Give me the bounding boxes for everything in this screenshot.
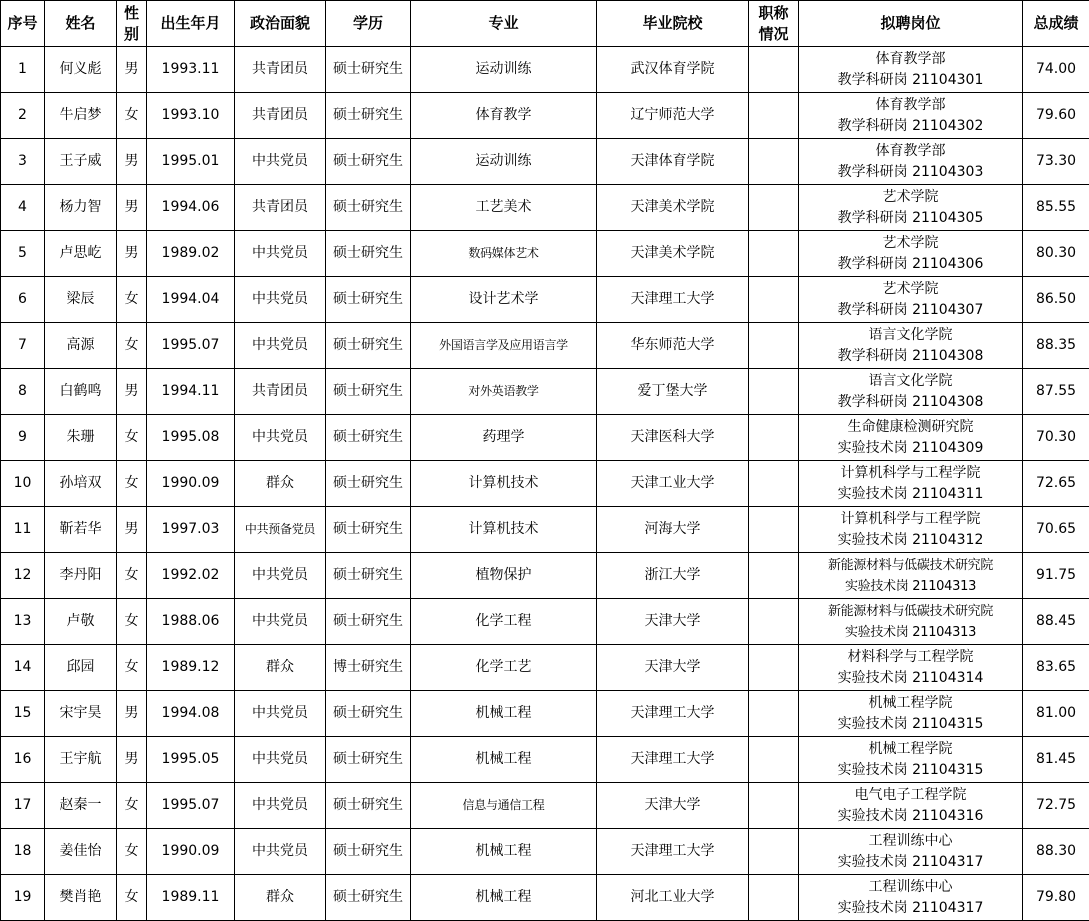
cell-political: 中共党员 bbox=[235, 691, 326, 737]
cell-position bbox=[799, 829, 1023, 875]
cell-no: 12 bbox=[1, 553, 45, 599]
cell-no: 3 bbox=[1, 139, 45, 185]
cell-school: 浙江大学 bbox=[597, 553, 749, 599]
header-name: 姓名 bbox=[45, 1, 117, 47]
cell-school: 天津工业大学 bbox=[597, 461, 749, 507]
position-job: 教学科研岗 21104308 bbox=[837, 347, 984, 364]
cell-major: 设计艺术学 bbox=[411, 277, 597, 323]
cell-political: 群众 bbox=[235, 645, 326, 691]
table-row bbox=[1, 461, 1089, 507]
cell-position bbox=[799, 507, 1023, 553]
cell-title bbox=[749, 323, 799, 369]
cell-birth: 1990.09 bbox=[147, 461, 235, 507]
cell-major: 机械工程 bbox=[411, 691, 597, 737]
cell-major: 机械工程 bbox=[411, 875, 597, 921]
cell-birth: 1989.11 bbox=[147, 875, 235, 921]
table-row bbox=[1, 323, 1089, 369]
table-row bbox=[1, 829, 1089, 875]
cell-name: 孙培双 bbox=[45, 461, 117, 507]
header-gender bbox=[117, 1, 147, 47]
cell-no: 4 bbox=[1, 185, 45, 231]
cell-major: 机械工程 bbox=[411, 737, 597, 783]
position-job: 实验技术岗 21104313 bbox=[844, 578, 977, 594]
cell-gender: 女 bbox=[117, 783, 147, 829]
header-gender-line1: 性 bbox=[123, 3, 139, 22]
cell-education: 博士研究生 bbox=[326, 645, 411, 691]
cell-major: 化学工艺 bbox=[411, 645, 597, 691]
cell-name: 宋宇昊 bbox=[45, 691, 117, 737]
cell-education: 硕士研究生 bbox=[326, 415, 411, 461]
cell-school: 爱丁堡大学 bbox=[597, 369, 749, 415]
header-school: 毕业院校 bbox=[597, 1, 749, 47]
cell-gender: 女 bbox=[117, 875, 147, 921]
cell-no: 18 bbox=[1, 829, 45, 875]
cell-name: 杨力智 bbox=[45, 185, 117, 231]
cell-title bbox=[749, 829, 799, 875]
cell-political: 共青团员 bbox=[235, 93, 326, 139]
cell-education: 硕士研究生 bbox=[326, 139, 411, 185]
cell-score: 72.65 bbox=[1023, 461, 1089, 507]
position-job: 教学科研岗 21104301 bbox=[837, 71, 984, 88]
table-row bbox=[1, 277, 1089, 323]
cell-political: 中共党员 bbox=[235, 231, 326, 277]
cell-birth: 1988.06 bbox=[147, 599, 235, 645]
cell-no: 9 bbox=[1, 415, 45, 461]
cell-score: 91.75 bbox=[1023, 553, 1089, 599]
cell-school: 天津美术学院 bbox=[597, 185, 749, 231]
table-row bbox=[1, 875, 1089, 921]
cell-gender: 女 bbox=[117, 277, 147, 323]
cell-birth: 1995.07 bbox=[147, 323, 235, 369]
position-dept: 生命健康检测研究院 bbox=[847, 418, 974, 435]
cell-name: 靳若华 bbox=[45, 507, 117, 553]
cell-major: 机械工程 bbox=[411, 829, 597, 875]
cell-name: 朱珊 bbox=[45, 415, 117, 461]
cell-gender: 女 bbox=[117, 415, 147, 461]
header-birth: 出生年月 bbox=[147, 1, 235, 47]
cell-political: 群众 bbox=[235, 461, 326, 507]
cell-gender: 女 bbox=[117, 599, 147, 645]
cell-name: 李丹阳 bbox=[45, 553, 117, 599]
cell-political: 中共党员 bbox=[235, 415, 326, 461]
table-row bbox=[1, 93, 1089, 139]
cell-political: 中共党员 bbox=[235, 323, 326, 369]
header-major: 专业 bbox=[411, 1, 597, 47]
cell-gender: 男 bbox=[117, 185, 147, 231]
cell-birth: 1995.01 bbox=[147, 139, 235, 185]
cell-education: 硕士研究生 bbox=[326, 737, 411, 783]
cell-school: 天津大学 bbox=[597, 645, 749, 691]
cell-title bbox=[749, 185, 799, 231]
cell-birth: 1994.04 bbox=[147, 277, 235, 323]
cell-name: 高源 bbox=[45, 323, 117, 369]
cell-gender: 女 bbox=[117, 323, 147, 369]
cell-school: 天津医科大学 bbox=[597, 415, 749, 461]
cell-no: 10 bbox=[1, 461, 45, 507]
cell-title bbox=[749, 231, 799, 277]
cell-score: 79.80 bbox=[1023, 875, 1089, 921]
cell-score: 74.00 bbox=[1023, 47, 1089, 93]
cell-score: 70.30 bbox=[1023, 415, 1089, 461]
cell-school: 辽宁师范大学 bbox=[597, 93, 749, 139]
cell-political: 共青团员 bbox=[235, 185, 326, 231]
cell-score: 88.45 bbox=[1023, 599, 1089, 645]
table-row bbox=[1, 231, 1089, 277]
cell-gender: 男 bbox=[117, 691, 147, 737]
cell-score: 83.65 bbox=[1023, 645, 1089, 691]
cell-birth: 1990.09 bbox=[147, 829, 235, 875]
cell-major: 数码媒体艺术 bbox=[411, 231, 597, 277]
cell-position bbox=[799, 553, 1023, 599]
header-political: 政治面貌 bbox=[235, 1, 326, 47]
cell-birth: 1989.12 bbox=[147, 645, 235, 691]
table-row bbox=[1, 737, 1089, 783]
table-row bbox=[1, 47, 1089, 93]
cell-name: 何义彪 bbox=[45, 47, 117, 93]
cell-birth: 1995.05 bbox=[147, 737, 235, 783]
cell-position bbox=[799, 185, 1023, 231]
cell-political: 共青团员 bbox=[235, 47, 326, 93]
position-job: 实验技术岗 21104312 bbox=[837, 531, 984, 548]
cell-major: 信息与通信工程 bbox=[411, 783, 597, 829]
cell-political: 中共党员 bbox=[235, 829, 326, 875]
position-dept: 新能源材料与低碳技术研究院 bbox=[827, 557, 994, 573]
cell-school: 天津理工大学 bbox=[597, 829, 749, 875]
cell-major: 药理学 bbox=[411, 415, 597, 461]
cell-title bbox=[749, 139, 799, 185]
cell-position bbox=[799, 599, 1023, 645]
table-row bbox=[1, 185, 1089, 231]
cell-position bbox=[799, 93, 1023, 139]
header-position: 拟聘岗位 bbox=[799, 1, 1023, 47]
header-title-line1: 职称 bbox=[758, 3, 789, 22]
position-job: 实验技术岗 21104313 bbox=[844, 624, 977, 640]
cell-major: 体育教学 bbox=[411, 93, 597, 139]
position-dept: 电气电子工程学院 bbox=[854, 786, 967, 803]
cell-school: 天津理工大学 bbox=[597, 277, 749, 323]
cell-birth: 1994.11 bbox=[147, 369, 235, 415]
cell-name: 牛启梦 bbox=[45, 93, 117, 139]
cell-school: 天津大学 bbox=[597, 599, 749, 645]
position-job: 实验技术岗 21104315 bbox=[837, 715, 984, 732]
cell-birth: 1989.02 bbox=[147, 231, 235, 277]
cell-no: 15 bbox=[1, 691, 45, 737]
cell-political: 共青团员 bbox=[235, 369, 326, 415]
header-score: 总成绩 bbox=[1023, 1, 1089, 47]
position-job: 教学科研岗 21104306 bbox=[837, 255, 984, 272]
cell-education: 硕士研究生 bbox=[326, 93, 411, 139]
cell-birth: 1995.07 bbox=[147, 783, 235, 829]
cell-gender: 女 bbox=[117, 553, 147, 599]
position-job: 实验技术岗 21104311 bbox=[837, 485, 984, 502]
cell-no: 19 bbox=[1, 875, 45, 921]
cell-score: 88.35 bbox=[1023, 323, 1089, 369]
table-row bbox=[1, 783, 1089, 829]
cell-education: 硕士研究生 bbox=[326, 185, 411, 231]
cell-title bbox=[749, 507, 799, 553]
cell-no: 2 bbox=[1, 93, 45, 139]
cell-no: 14 bbox=[1, 645, 45, 691]
position-dept: 体育教学部 bbox=[875, 96, 946, 113]
cell-name: 卢敬 bbox=[45, 599, 117, 645]
header-title-line2: 情况 bbox=[758, 24, 789, 43]
table-row bbox=[1, 507, 1089, 553]
cell-education: 硕士研究生 bbox=[326, 47, 411, 93]
cell-political: 中共预备党员 bbox=[235, 507, 326, 553]
cell-score: 81.45 bbox=[1023, 737, 1089, 783]
position-dept: 艺术学院 bbox=[882, 188, 939, 205]
cell-school: 华东师范大学 bbox=[597, 323, 749, 369]
table-row bbox=[1, 139, 1089, 185]
cell-no: 11 bbox=[1, 507, 45, 553]
cell-no: 8 bbox=[1, 369, 45, 415]
cell-position bbox=[799, 369, 1023, 415]
cell-title bbox=[749, 691, 799, 737]
header-no: 序号 bbox=[1, 1, 45, 47]
cell-birth: 1997.03 bbox=[147, 507, 235, 553]
cell-position bbox=[799, 783, 1023, 829]
cell-no: 1 bbox=[1, 47, 45, 93]
cell-political: 中共党员 bbox=[235, 139, 326, 185]
cell-birth: 1995.08 bbox=[147, 415, 235, 461]
cell-political: 群众 bbox=[235, 875, 326, 921]
cell-name: 姜佳怡 bbox=[45, 829, 117, 875]
cell-position bbox=[799, 323, 1023, 369]
cell-score: 86.50 bbox=[1023, 277, 1089, 323]
cell-gender: 男 bbox=[117, 737, 147, 783]
cell-no: 5 bbox=[1, 231, 45, 277]
cell-no: 6 bbox=[1, 277, 45, 323]
cell-gender: 男 bbox=[117, 369, 147, 415]
cell-education: 硕士研究生 bbox=[326, 323, 411, 369]
cell-school: 天津美术学院 bbox=[597, 231, 749, 277]
cell-no: 17 bbox=[1, 783, 45, 829]
cell-education: 硕士研究生 bbox=[326, 599, 411, 645]
cell-score: 80.30 bbox=[1023, 231, 1089, 277]
cell-title bbox=[749, 93, 799, 139]
cell-title bbox=[749, 415, 799, 461]
header-gender-line2: 别 bbox=[123, 24, 139, 43]
cell-major: 运动训练 bbox=[411, 47, 597, 93]
position-dept: 体育教学部 bbox=[875, 50, 946, 67]
cell-birth: 1994.08 bbox=[147, 691, 235, 737]
cell-political: 中共党员 bbox=[235, 737, 326, 783]
position-job: 实验技术岗 21104315 bbox=[837, 761, 984, 778]
cell-no: 7 bbox=[1, 323, 45, 369]
cell-education: 硕士研究生 bbox=[326, 369, 411, 415]
cell-title bbox=[749, 875, 799, 921]
position-job: 教学科研岗 21104305 bbox=[837, 209, 984, 226]
cell-title bbox=[749, 737, 799, 783]
cell-major: 化学工程 bbox=[411, 599, 597, 645]
cell-position bbox=[799, 47, 1023, 93]
cell-name: 卢思屹 bbox=[45, 231, 117, 277]
header-title bbox=[749, 1, 799, 47]
cell-birth: 1993.10 bbox=[147, 93, 235, 139]
cell-gender: 女 bbox=[117, 93, 147, 139]
cell-title bbox=[749, 277, 799, 323]
position-job: 实验技术岗 21104317 bbox=[837, 853, 984, 870]
cell-score: 85.55 bbox=[1023, 185, 1089, 231]
cell-education: 硕士研究生 bbox=[326, 461, 411, 507]
cell-title bbox=[749, 461, 799, 507]
cell-school: 武汉体育学院 bbox=[597, 47, 749, 93]
cell-title bbox=[749, 369, 799, 415]
table-row bbox=[1, 599, 1089, 645]
position-dept: 艺术学院 bbox=[882, 280, 939, 297]
position-job: 实验技术岗 21104314 bbox=[837, 669, 984, 686]
header-education: 学历 bbox=[326, 1, 411, 47]
cell-position bbox=[799, 875, 1023, 921]
cell-school: 河北工业大学 bbox=[597, 875, 749, 921]
cell-score: 81.00 bbox=[1023, 691, 1089, 737]
cell-score: 79.60 bbox=[1023, 93, 1089, 139]
cell-score: 87.55 bbox=[1023, 369, 1089, 415]
cell-school: 天津体育学院 bbox=[597, 139, 749, 185]
cell-position bbox=[799, 415, 1023, 461]
cell-name: 王宇航 bbox=[45, 737, 117, 783]
cell-name: 赵秦一 bbox=[45, 783, 117, 829]
cell-gender: 女 bbox=[117, 461, 147, 507]
cell-education: 硕士研究生 bbox=[326, 231, 411, 277]
position-dept: 计算机科学与工程学院 bbox=[840, 510, 981, 527]
cell-school: 天津大学 bbox=[597, 783, 749, 829]
table-row bbox=[1, 691, 1089, 737]
position-dept: 计算机科学与工程学院 bbox=[840, 464, 981, 481]
cell-school: 天津理工大学 bbox=[597, 691, 749, 737]
cell-position bbox=[799, 737, 1023, 783]
position-dept: 新能源材料与低碳技术研究院 bbox=[827, 603, 994, 619]
position-dept: 工程训练中心 bbox=[868, 878, 953, 895]
cell-political: 中共党员 bbox=[235, 553, 326, 599]
cell-education: 硕士研究生 bbox=[326, 783, 411, 829]
cell-major: 外国语言学及应用语言学 bbox=[411, 323, 597, 369]
cell-score: 88.30 bbox=[1023, 829, 1089, 875]
cell-name: 樊肖艳 bbox=[45, 875, 117, 921]
cell-education: 硕士研究生 bbox=[326, 691, 411, 737]
cell-name: 王子威 bbox=[45, 139, 117, 185]
cell-position bbox=[799, 461, 1023, 507]
cell-political: 中共党员 bbox=[235, 277, 326, 323]
cell-position bbox=[799, 645, 1023, 691]
cell-position bbox=[799, 691, 1023, 737]
cell-gender: 女 bbox=[117, 829, 147, 875]
cell-title bbox=[749, 783, 799, 829]
table-row bbox=[1, 369, 1089, 415]
cell-birth: 1993.11 bbox=[147, 47, 235, 93]
cell-score: 73.30 bbox=[1023, 139, 1089, 185]
cell-major: 对外英语教学 bbox=[411, 369, 597, 415]
table-row bbox=[1, 553, 1089, 599]
cell-position bbox=[799, 139, 1023, 185]
cell-education: 硕士研究生 bbox=[326, 553, 411, 599]
cell-school: 天津理工大学 bbox=[597, 737, 749, 783]
cell-political: 中共党员 bbox=[235, 599, 326, 645]
cell-title bbox=[749, 599, 799, 645]
cell-major: 工艺美术 bbox=[411, 185, 597, 231]
cell-gender: 男 bbox=[117, 47, 147, 93]
cell-title bbox=[749, 553, 799, 599]
cell-name: 邱园 bbox=[45, 645, 117, 691]
table-row bbox=[1, 415, 1089, 461]
cell-birth: 1992.02 bbox=[147, 553, 235, 599]
cell-score: 72.75 bbox=[1023, 783, 1089, 829]
position-job: 教学科研岗 21104307 bbox=[837, 301, 984, 318]
cell-education: 硕士研究生 bbox=[326, 875, 411, 921]
cell-title bbox=[749, 645, 799, 691]
cell-political: 中共党员 bbox=[235, 783, 326, 829]
cell-gender: 女 bbox=[117, 645, 147, 691]
position-job: 实验技术岗 21104309 bbox=[837, 439, 984, 456]
cell-education: 硕士研究生 bbox=[326, 277, 411, 323]
position-dept: 机械工程学院 bbox=[868, 694, 953, 711]
cell-major: 计算机技术 bbox=[411, 507, 597, 553]
position-dept: 工程训练中心 bbox=[868, 832, 953, 849]
cell-name: 白鹤鸣 bbox=[45, 369, 117, 415]
position-job: 实验技术岗 21104317 bbox=[837, 899, 984, 916]
position-job: 教学科研岗 21104308 bbox=[837, 393, 984, 410]
cell-title bbox=[749, 47, 799, 93]
position-dept: 语言文化学院 bbox=[868, 372, 953, 389]
cell-gender: 男 bbox=[117, 231, 147, 277]
position-dept: 机械工程学院 bbox=[868, 740, 953, 757]
cell-no: 13 bbox=[1, 599, 45, 645]
cell-education: 硕士研究生 bbox=[326, 829, 411, 875]
cell-major: 植物保护 bbox=[411, 553, 597, 599]
cell-gender: 男 bbox=[117, 507, 147, 553]
position-dept: 语言文化学院 bbox=[868, 326, 953, 343]
cell-position bbox=[799, 277, 1023, 323]
position-dept: 体育教学部 bbox=[875, 142, 946, 159]
position-dept: 艺术学院 bbox=[882, 234, 939, 251]
position-job: 教学科研岗 21104302 bbox=[837, 117, 984, 134]
cell-major: 运动训练 bbox=[411, 139, 597, 185]
header-row bbox=[1, 1, 1089, 47]
position-dept: 材料科学与工程学院 bbox=[847, 648, 974, 665]
cell-position bbox=[799, 231, 1023, 277]
table-row bbox=[1, 645, 1089, 691]
cell-education: 硕士研究生 bbox=[326, 507, 411, 553]
cell-birth: 1994.06 bbox=[147, 185, 235, 231]
cell-gender: 男 bbox=[117, 139, 147, 185]
cell-major: 计算机技术 bbox=[411, 461, 597, 507]
cell-no: 16 bbox=[1, 737, 45, 783]
cell-name: 梁辰 bbox=[45, 277, 117, 323]
position-job: 实验技术岗 21104316 bbox=[837, 807, 984, 824]
cell-score: 70.65 bbox=[1023, 507, 1089, 553]
position-job: 教学科研岗 21104303 bbox=[837, 163, 984, 180]
table-body bbox=[1, 47, 1089, 921]
cell-school: 河海大学 bbox=[597, 507, 749, 553]
